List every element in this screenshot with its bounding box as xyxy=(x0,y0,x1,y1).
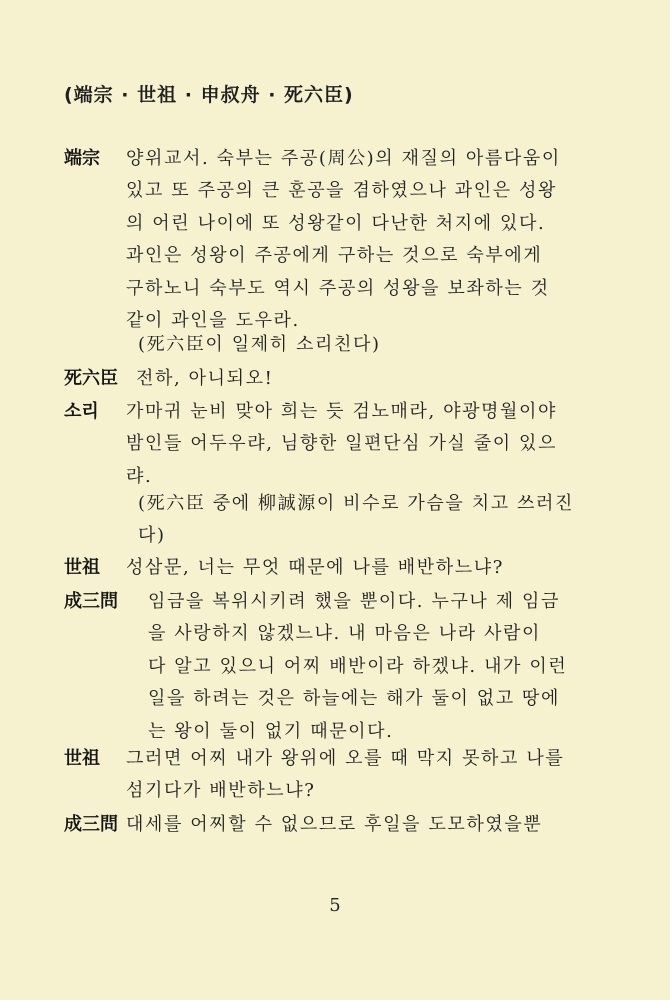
speech-line: 는 왕이 둘이 없기 때문이다. xyxy=(148,720,394,742)
speech-line: 을 사랑하지 않겠느냐. 내 마음은 나라 사람이 xyxy=(148,623,542,645)
speech-line: 의 어린 나이에 또 성왕같이 다난한 처지에 있다. xyxy=(126,212,546,234)
speech-line: 그러면 어찌 내가 왕위에 오를 때 막지 못하고 나를 xyxy=(126,748,565,769)
speech-line: 대세를 어찌할 수 없으므로 후일을 도모하였을뿐 xyxy=(126,814,543,835)
stage-line: (死六臣 중에 柳誠源이 비수로 가슴을 치고 쓰러진 xyxy=(138,493,574,514)
speech-text xyxy=(148,586,668,748)
scene-characters-heading: (端宗 · 世祖 · 申叔舟 · 死六臣) xyxy=(64,84,354,106)
speech-text xyxy=(126,396,646,493)
speech-text xyxy=(126,743,646,808)
stage-direction: (死六臣이 일제히 소리친다) xyxy=(138,334,381,355)
speech-text xyxy=(126,552,646,584)
speaker-name: 世祖 xyxy=(64,748,100,769)
page-number: 5 xyxy=(329,895,341,916)
speech-line: 양위교서. 숙부는 주공(周公)의 재질의 아름다움이 xyxy=(126,148,561,169)
speaker-name: 成三問 xyxy=(64,814,118,835)
speech-line: 섬기다가 배반하느냐? xyxy=(126,780,316,802)
stage-direction xyxy=(138,488,598,553)
speaker-name: 死六臣 xyxy=(64,368,118,389)
speech-line: 구하노니 숙부도 역시 주공의 성왕을 보좌하는 것 xyxy=(126,277,550,299)
speech-text xyxy=(136,363,656,395)
speech-line: 과인은 성왕이 주공에게 구하는 것으로 숙부에게 xyxy=(126,245,543,267)
speech-line: 랴. xyxy=(126,465,153,487)
speech-line: 일을 하려는 것은 하늘에는 해가 둘이 없고 땅에 xyxy=(148,688,561,710)
speech-line: 같이 과인을 도우라. xyxy=(126,309,300,331)
speech-line: 임금을 복위시키려 했을 뿐이다. 누구나 제 임금 xyxy=(148,591,561,612)
speaker-name: 成三問 xyxy=(64,591,118,612)
stage-line: 다) xyxy=(138,525,166,547)
speech-line: 있고 또 주공의 큰 훈공을 겸하였으나 과인은 성왕 xyxy=(126,180,558,202)
speech-text xyxy=(126,809,646,841)
speech-line: 다 알고 있으니 어찌 배반이라 하겠냐. 내가 이런 xyxy=(148,655,568,677)
speech-line: 가마귀 눈비 맞아 희는 듯 검노매라, 야광명월이야 xyxy=(126,401,558,422)
speaker-name: 世祖 xyxy=(64,557,100,578)
speaker-name: 端宗 xyxy=(64,148,100,169)
speech-line: 전하, 아니되오! xyxy=(136,368,274,389)
speech-line: 밤인들 어두우랴, 님향한 일편단심 가실 줄이 있으 xyxy=(126,433,558,455)
speech-line: 성삼문, 너는 무엇 때문에 나를 배반하느냐? xyxy=(126,557,504,578)
speaker-name: 소리 xyxy=(64,401,99,422)
speech-text xyxy=(126,143,646,337)
